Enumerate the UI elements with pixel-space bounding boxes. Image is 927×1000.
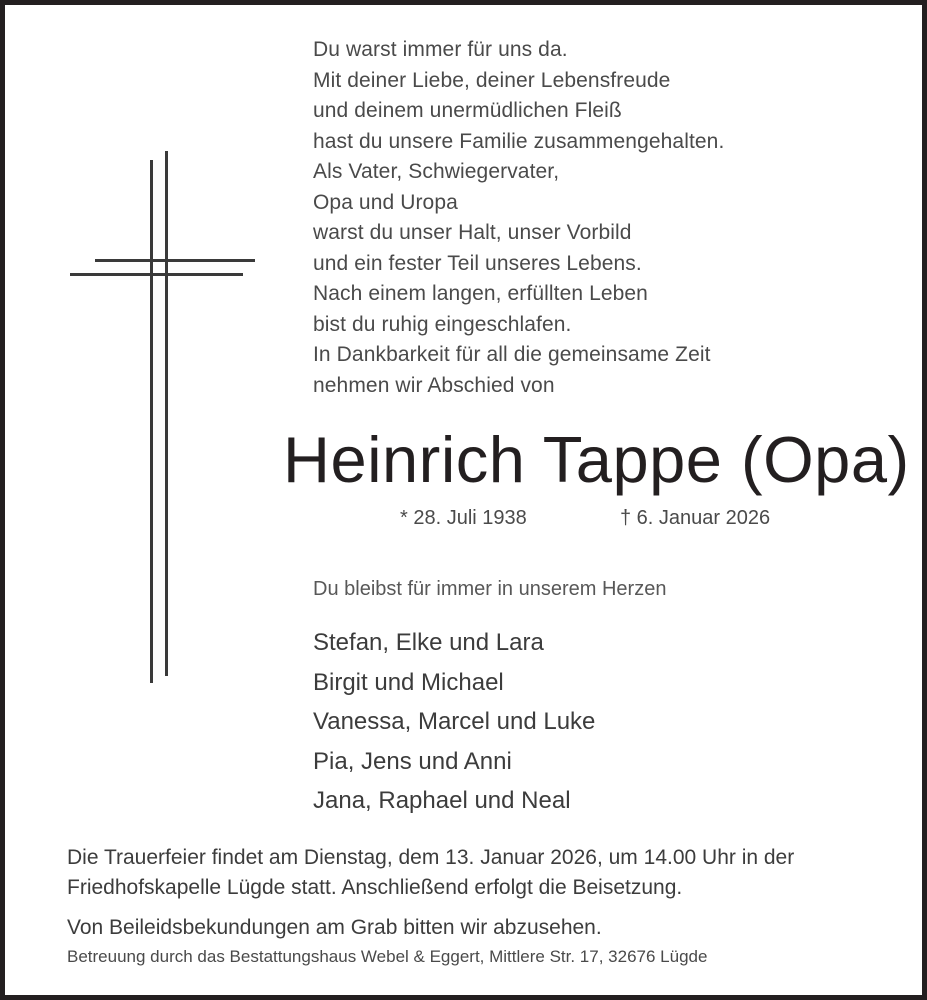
service-spacer [67,903,877,913]
death-date: † 6. Januar 2026 [620,507,771,529]
list-item: Stefan, Elke und Lara [313,629,544,656]
memorial-line: Du bleibst für immer in unserem Herzen [313,578,667,600]
cross-horizontal-front-bar [70,273,243,276]
list-item: Pia, Jens und Anni [313,747,512,775]
verse-line-8: und ein fester Teil unseres Lebens. [313,251,642,275]
verse-line-9: Nach einem langen, erfüllten Leben [313,282,648,305]
cross-horizontal-back-bar [95,259,255,262]
verse-line-5: Als Vater, Schwiegervater, [313,160,560,183]
verse-line-6: Opa und Uropa [313,190,458,214]
verse-line-11: In Dankbarkeit für all die gemeinsame Zeit [313,343,711,366]
verse-line-7: warst du unser Halt, unser Vorbild [313,221,632,244]
list-item: Jana, Raphael und Neal [313,787,571,814]
birth-date: * 28. Juli 1938 [400,507,527,529]
funeral-home-credit: Betreuung durch das Bestattungshaus Webel & Eggert, Mittlere Str. 17, 32676 Lügde [67,947,708,966]
cross-vertical-front-bar [150,160,153,683]
service-line-2: Friedhofskapelle Lügde statt. Anschließend erfolgt die Beisetzung. [67,876,683,899]
list-item: Birgit und Michael [313,668,504,696]
verse-line-1: Du warst immer für uns da. [313,38,568,61]
verse-line-3: und deinem unermüdlichen Fleiß [313,99,622,122]
verse-line-2: Mit deiner Liebe, deiner Lebensfreude [313,68,671,92]
verse-line-4: hast du unsere Familie zusammengehalten. [313,129,725,153]
mourner-list [313,623,595,821]
condolence-note: Von Beileidsbekundungen am Grab bitten wir abzusehen. [67,916,602,939]
double-line-cross-icon [60,145,265,695]
service-line-1: Die Trauerfeier findet am Dienstag, dem 13. Januar 2026, um 14.00 Uhr in der [67,846,795,869]
cross-vertical-back-bar [165,151,168,676]
list-item: Vanessa, Marcel und Luke [313,708,596,735]
verse-line-12: nehmen wir Abschied von [313,373,555,397]
service-information [67,843,877,943]
deceased-name: Heinrich Tappe (Opa) [283,423,910,496]
verse-line-10: bist du ruhig eingeschlafen. [313,312,572,336]
memorial-verse [313,35,873,401]
